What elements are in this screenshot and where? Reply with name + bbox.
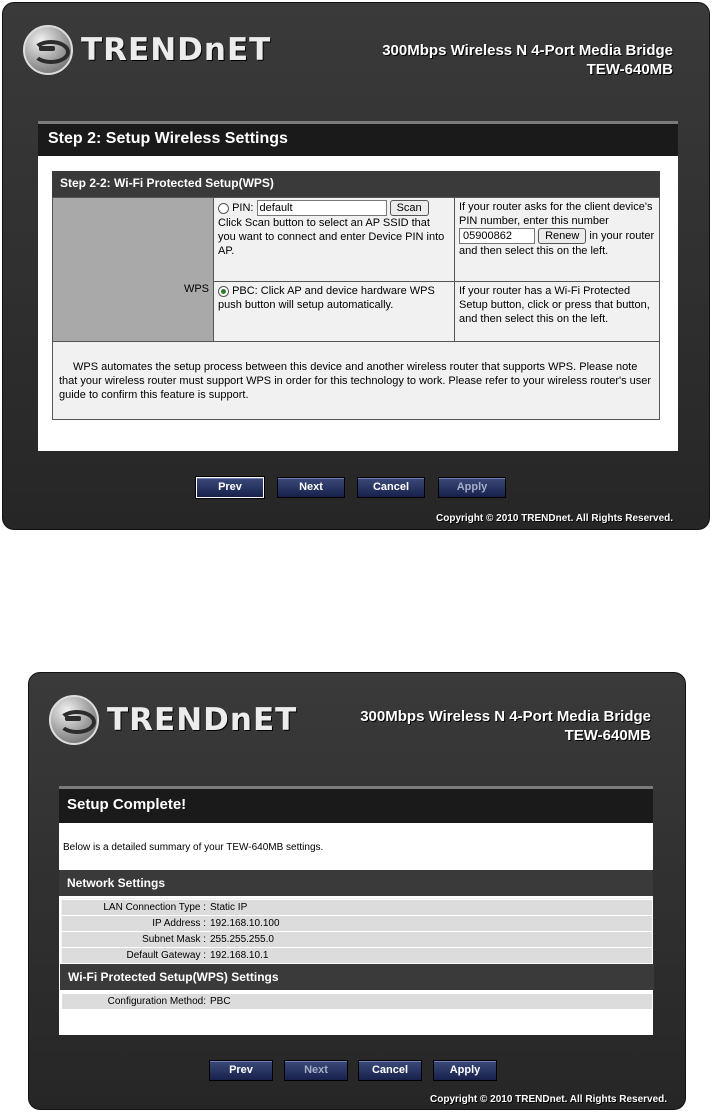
wps-footer-note: WPS automates the setup process between this device and another wireless router that supports WPS. Please note that your wireless router must support WPS in order for this technology to work. Please refer to your wireless router's user guide to confirm this feature is support. <box>53 342 660 420</box>
copyright: Copyright © 2010 TRENDnet. All Rights Reserved. <box>430 1094 668 1105</box>
network-row-value: 255.255.255.0 <box>210 934 274 945</box>
pin-radio[interactable] <box>218 203 229 214</box>
network-row <box>62 915 652 931</box>
apply-button[interactable]: Apply <box>433 1060 497 1081</box>
product-title: 300Mbps Wireless N 4-Port Media Bridge <box>360 708 651 725</box>
wps-row-value: PBC <box>210 996 231 1007</box>
renew-button[interactable]: Renew <box>538 228 586 244</box>
wps-options-table <box>52 197 660 420</box>
network-row-label: Default Gateway : <box>126 950 206 961</box>
apply-button[interactable]: Apply <box>438 477 506 498</box>
product-header <box>382 41 673 79</box>
pin-option-label: PIN: <box>232 202 254 214</box>
network-row <box>62 899 652 915</box>
setup-complete-window <box>28 672 686 1110</box>
trendnet-logo-icon <box>49 695 99 745</box>
wps-section-title: Step 2-2: Wi-Fi Protected Setup(WPS) <box>52 171 660 197</box>
pin-input[interactable] <box>257 200 387 216</box>
trendnet-logo-icon <box>23 25 73 75</box>
scan-button[interactable]: Scan <box>390 200 429 216</box>
pin-note-b: in your router and then select this on the left. <box>459 230 655 257</box>
network-row <box>62 931 652 947</box>
prev-button[interactable]: Prev <box>209 1060 273 1081</box>
pbc-note-cell <box>455 282 660 342</box>
wps-row-label: Configuration Method: <box>107 996 206 1007</box>
product-title: 300Mbps Wireless N 4-Port Media Bridge <box>382 42 673 59</box>
network-row-label: Subnet Mask : <box>142 934 206 945</box>
pbc-radio[interactable] <box>218 286 229 297</box>
wps-label: WPS <box>53 198 214 342</box>
wps-row <box>62 993 652 1009</box>
network-row-value: Static IP <box>210 902 248 913</box>
next-button[interactable]: Next <box>284 1060 348 1081</box>
pbc-option-label: PBC: Click AP and device hardware WPS push button will setup automatically. <box>218 285 435 311</box>
prev-button[interactable]: Prev <box>196 477 264 498</box>
network-row-value: 192.168.10.100 <box>210 918 280 929</box>
copyright: Copyright © 2010 TRENDnet. All Rights Reserved. <box>436 513 674 524</box>
wps-settings-title: Wi-Fi Protected Setup(WPS) Settings <box>60 964 654 990</box>
device-pin-field: 05900862 <box>459 228 535 244</box>
network-row-label: IP Address : <box>152 918 206 929</box>
pbc-note: If your router has a Wi-Fi Protected Setup button, click or press that button, and then select this on the left. <box>459 285 650 325</box>
pin-note-cell <box>455 198 660 282</box>
cancel-button[interactable]: Cancel <box>358 1060 422 1081</box>
product-model: TEW-640MB <box>564 727 651 744</box>
pbc-option-cell <box>214 282 455 342</box>
cancel-button[interactable]: Cancel <box>357 477 425 498</box>
trendnet-logo: TRENDnET <box>23 25 271 75</box>
trendnet-logo: TRENDnET <box>49 695 297 745</box>
network-row-label: LAN Connection Type : <box>103 902 206 913</box>
product-header <box>360 707 651 745</box>
page-title: Setup Complete! <box>59 786 653 823</box>
network-row <box>62 947 652 963</box>
next-button[interactable]: Next <box>277 477 345 498</box>
page-title: Step 2: Setup Wireless Settings <box>38 121 678 156</box>
pin-note-a: If your router asks for the client device's PIN number, enter this number <box>459 201 653 227</box>
network-settings-title: Network Settings <box>59 870 653 896</box>
pin-option-cell <box>214 198 455 282</box>
product-model: TEW-640MB <box>586 61 673 78</box>
pin-help-text: Click Scan button to select an AP SSID that you want to connect and enter Device PIN into AP. <box>218 217 445 257</box>
summary-intro: Below is a detailed summary of your TEW-640MB settings. <box>63 842 324 853</box>
network-row-value: 192.168.10.1 <box>210 950 269 961</box>
